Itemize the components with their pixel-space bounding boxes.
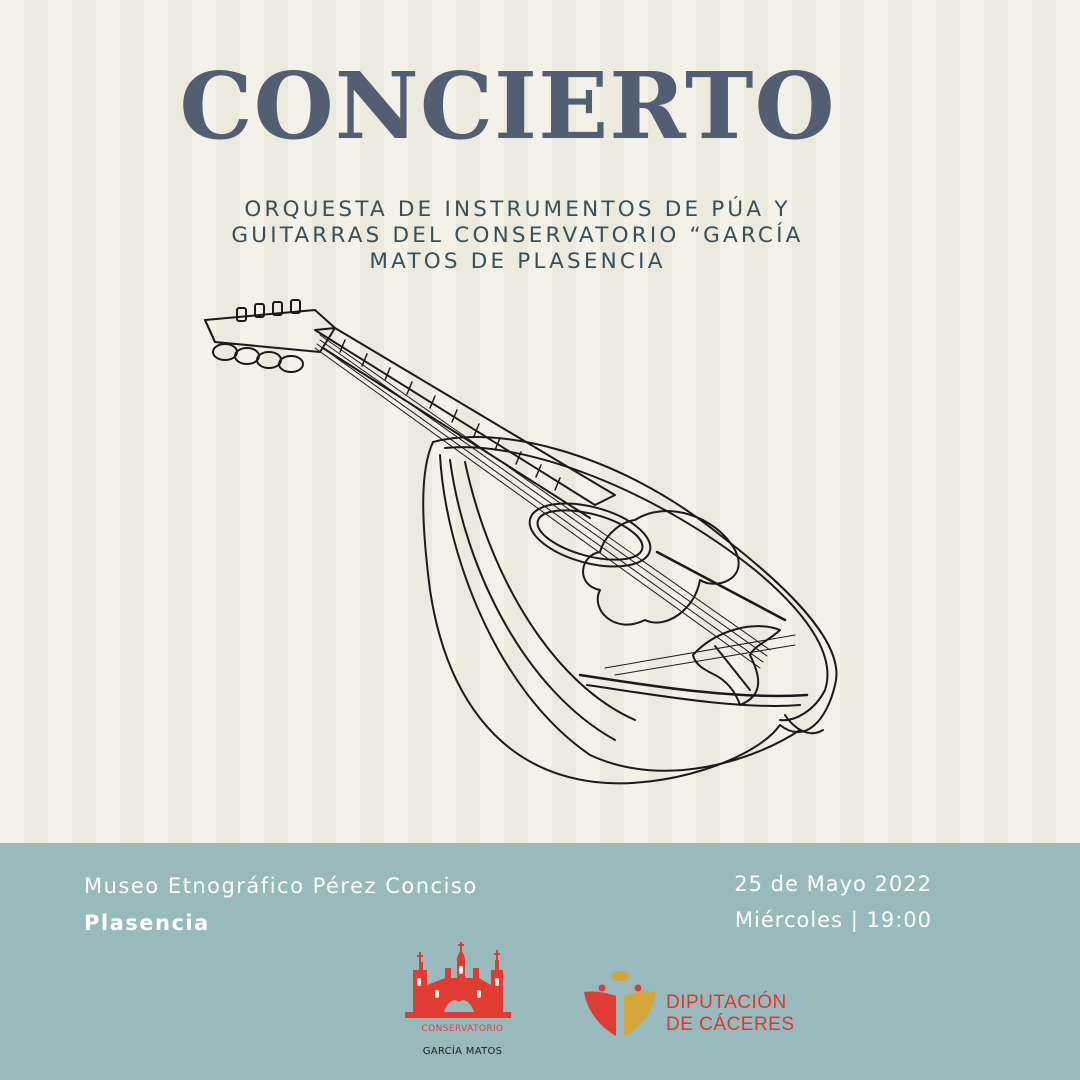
subtitle: ORQUESTA DE INSTRUMENTOS DE PÚA Y GUITARRAS DEL CONSERVATORIO “GARCÍA MATOS DE PLASENCIA	[231, 197, 804, 274]
mandolin-illustration	[195, 290, 845, 810]
venue-name: Museo Etnográfico Pérez Conciso	[84, 874, 478, 898]
caceres-label: DE CÁCERES	[666, 1014, 795, 1035]
conservatorio-label: CONSERVATORIO	[421, 1024, 504, 1034]
diputacion-emblem-icon	[580, 966, 660, 1042]
castle-logo-icon	[405, 940, 520, 1020]
event-date: 25 de Mayo 2022	[734, 872, 932, 896]
diputacion-logo	[580, 966, 810, 1042]
conservatorio-logo	[405, 940, 520, 1065]
page-title: CONCIERTO	[179, 52, 836, 160]
event-time: Miércoles | 19:00	[734, 908, 932, 932]
garcia-matos-label: GARCÍA MATOS	[422, 1046, 503, 1057]
diputacion-label: DIPUTACIÓN	[666, 992, 787, 1013]
venue-city: Plasencia	[84, 911, 210, 935]
